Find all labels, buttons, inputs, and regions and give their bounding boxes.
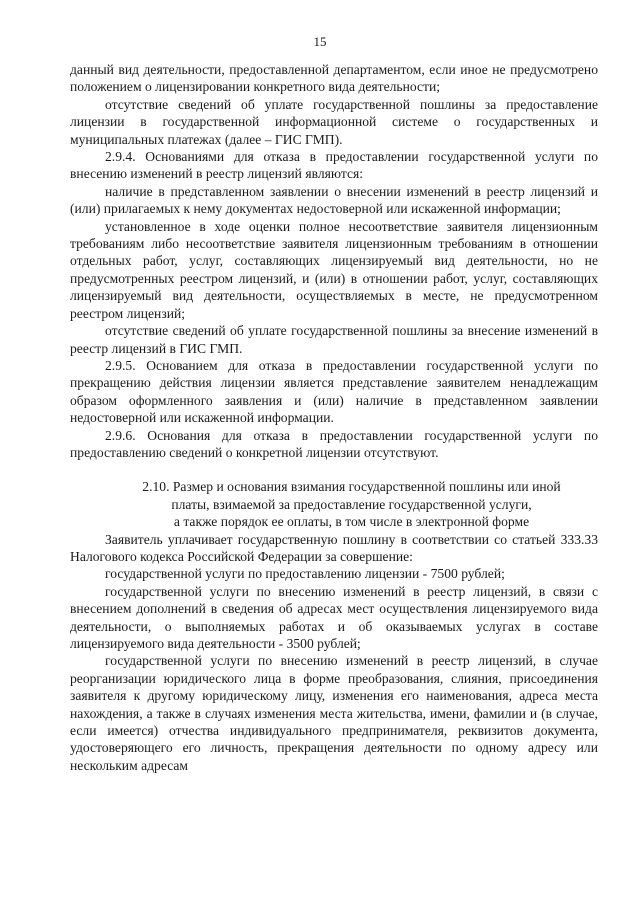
paragraph: отсутствие сведений об уплате государственной пошлины за предоставление лицензии в государственной информационной системе о государственных и муниципальных платежах (далее – ГИС ГМП). <box>70 96 598 147</box>
paragraph: государственной услуги по предоставлению лицензии - 7500 рублей; <box>105 566 505 582</box>
paragraph: установленное в ходе оценки полное несоответствие заявителя лицензионным требованиям либо несоответствие заявителя лицензионным требованиям в отношении отдельных работ, услуг, составляющих лицензируемый вид деятельности, но не предусмотренных реестром лицензий, и (или) в отношении работ, услуг, составляющих лицензируемый вид деятельности, осуществляемых в месте, не предусмотренном реестром лицензий; <box>70 218 598 321</box>
section-heading-line: 2.10. Размер и основания взимания государственной пошлины или иной <box>142 479 561 495</box>
paragraph: государственной услуги по внесению изменений в реестр лицензий, в случае реорганизации юридического лица в форме преобразования, слияния, присоединения заявителя к другому юридическому лицу, изменения его наименования, адреса места нахождения, а также в случаях изменения места жительства, имени, фамилии и (в случае, если имеется) отчества индивидуального предпринимателя, реквизитов документа, удостоверяющего его личность, прекращения деятельности по одному адресу или нескольким адресам <box>70 653 598 773</box>
paragraph-2-9-4: 2.9.4. Основаниями для отказа в предоставлении государственной услуги по внесению изменений в реестр лицензий являются: <box>70 149 598 182</box>
section-heading-2-10 <box>70 478 598 530</box>
paragraph-continuation: данный вид деятельности, предоставленной департаментом, если иное не предусмотрено положением о лицензировании конкретного вида деятельности; <box>70 62 598 95</box>
paragraph: наличие в представленном заявлении о внесении изменений в реестр лицензий и (или) прилагаемых к нему документах недостоверной или искаженной информации; <box>70 183 598 217</box>
section-heading-line: а также порядок ее оплаты, в том числе в электронной форме <box>173 514 530 530</box>
paragraph-2-9-5: 2.9.5. Основанием для отказа в предоставлении государственной услуги по прекращению действия лицензии является представление заявителем ненадлежащим образом оформленного заявления и (или) наличие в представленном заявлении недостоверной или искаженной информации. <box>70 357 598 426</box>
document-body <box>70 61 598 774</box>
section-heading-line: платы, взимаемой за предоставление государственной услуги, <box>171 496 532 512</box>
paragraph: Заявитель уплачивает государственную пошлину в соответствии со статьей 333.33 Налогового кодекса Российской Федерации за совершение: <box>70 531 598 564</box>
page-number: 15 <box>313 34 327 49</box>
paragraph: государственной услуги по внесению изменений в реестр лицензий, в связи с внесением дополнений в сведения об адресах мест осуществления лицензируемого вида деятельности, о выполняемых работах и об оказываемых услугах в составе лицензируемого вида деятельности - 3500 рублей; <box>70 583 598 651</box>
paragraph: отсутствие сведений об уплате государственной пошлины за внесение изменений в реестр лицензий в ГИС ГМП. <box>70 323 598 356</box>
paragraph-2-9-6: 2.9.6. Основания для отказа в предоставлении государственной услуги по предоставлению сведений о конкретной лицензии отсутствуют. <box>70 427 598 460</box>
